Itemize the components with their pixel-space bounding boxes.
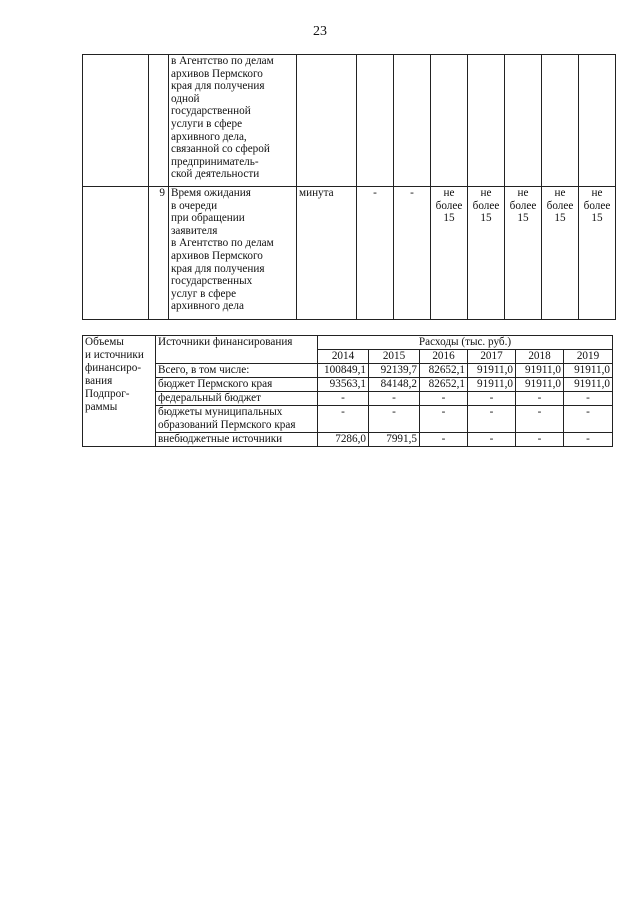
empty-cell: [394, 55, 431, 187]
finance-source: бюджет Пермского края: [156, 378, 318, 392]
year-cell: 2014: [318, 350, 369, 364]
finance-value: -: [468, 433, 516, 447]
sources-header: Источники финансирования: [156, 336, 318, 364]
indicator-value: не более 15: [579, 187, 616, 320]
finance-value: 91911,0: [516, 378, 564, 392]
indicator-row-continuation: [83, 55, 616, 187]
finance-value: -: [564, 406, 613, 433]
indicator-value: -: [357, 187, 394, 320]
indicator-value: -: [394, 187, 431, 320]
finance-value: -: [468, 392, 516, 406]
year-cell: 2015: [369, 350, 420, 364]
finance-value: -: [420, 406, 468, 433]
finance-value: -: [516, 392, 564, 406]
year-cell: 2017: [468, 350, 516, 364]
finance-value: -: [420, 392, 468, 406]
finance-row-total: [83, 364, 613, 378]
finance-value: 82652,1: [420, 378, 468, 392]
finance-value: 7286,0: [318, 433, 369, 447]
indicator-description: Время ожидания в очереди при обращении заявителя в Агентство по делам архивов Пермского края для получения государственных услуг в сфере архивного дела: [169, 187, 297, 320]
finance-value: 82652,1: [420, 364, 468, 378]
empty-cell: [579, 55, 616, 187]
indicator-description: в Агентство по делам архивов Пермского края для получения одной государственной услуги в сфере архивного дела, связанной со сферой предприниматель- ской деятельности: [169, 55, 297, 187]
finance-value: 91911,0: [468, 378, 516, 392]
finance-value: -: [564, 392, 613, 406]
finance-row-regional: [83, 378, 613, 392]
indicator-row-9: [83, 187, 616, 320]
indicator-table: [82, 54, 616, 320]
finance-value: 91911,0: [516, 364, 564, 378]
expenses-header: Расходы (тыс. руб.): [318, 336, 613, 350]
indicator-value: не более 15: [542, 187, 579, 320]
finance-value: -: [318, 392, 369, 406]
finance-value: -: [369, 392, 420, 406]
indicator-value: не более 15: [431, 187, 468, 320]
finance-value: 84148,2: [369, 378, 420, 392]
finance-source: бюджеты муниципальных образований Пермского края: [156, 406, 318, 433]
empty-cell: [297, 55, 357, 187]
finance-value: -: [516, 406, 564, 433]
empty-cell: [149, 55, 169, 187]
finance-value: 91911,0: [468, 364, 516, 378]
empty-cell: [83, 55, 149, 187]
page-number: 23: [313, 24, 327, 39]
finance-value: -: [516, 433, 564, 447]
empty-cell: [83, 187, 149, 320]
indicator-value: не более 15: [468, 187, 505, 320]
empty-cell: [505, 55, 542, 187]
finance-value: -: [564, 433, 613, 447]
finance-value: 93563,1: [318, 378, 369, 392]
finance-value: 100849,1: [318, 364, 369, 378]
finance-value: 92139,7: [369, 364, 420, 378]
finance-source: федеральный бюджет: [156, 392, 318, 406]
empty-cell: [542, 55, 579, 187]
finance-row-federal: [83, 392, 613, 406]
finance-value: -: [468, 406, 516, 433]
finance-table: [82, 335, 613, 447]
year-cell: 2019: [564, 350, 613, 364]
finance-value: -: [318, 406, 369, 433]
finance-row-extrabudgetary: [83, 433, 613, 447]
empty-cell: [357, 55, 394, 187]
indicator-value: не более 15: [505, 187, 542, 320]
empty-cell: [431, 55, 468, 187]
indicator-number: 9: [149, 187, 169, 320]
year-cell: 2016: [420, 350, 468, 364]
empty-cell: [468, 55, 505, 187]
finance-header-row: [83, 336, 613, 350]
finance-value: -: [420, 433, 468, 447]
indicator-unit: минута: [297, 187, 357, 320]
finance-value: -: [369, 406, 420, 433]
finance-source: внебюджетные источники: [156, 433, 318, 447]
finance-source: Всего, в том числе:: [156, 364, 318, 378]
finance-value: 7991,5: [369, 433, 420, 447]
year-cell: 2018: [516, 350, 564, 364]
finance-side-label: Объемы и источники финансиро- вания Подпрог- раммы: [83, 336, 156, 447]
finance-row-municipal: [83, 406, 613, 433]
finance-value: 91911,0: [564, 364, 613, 378]
finance-value: 91911,0: [564, 378, 613, 392]
